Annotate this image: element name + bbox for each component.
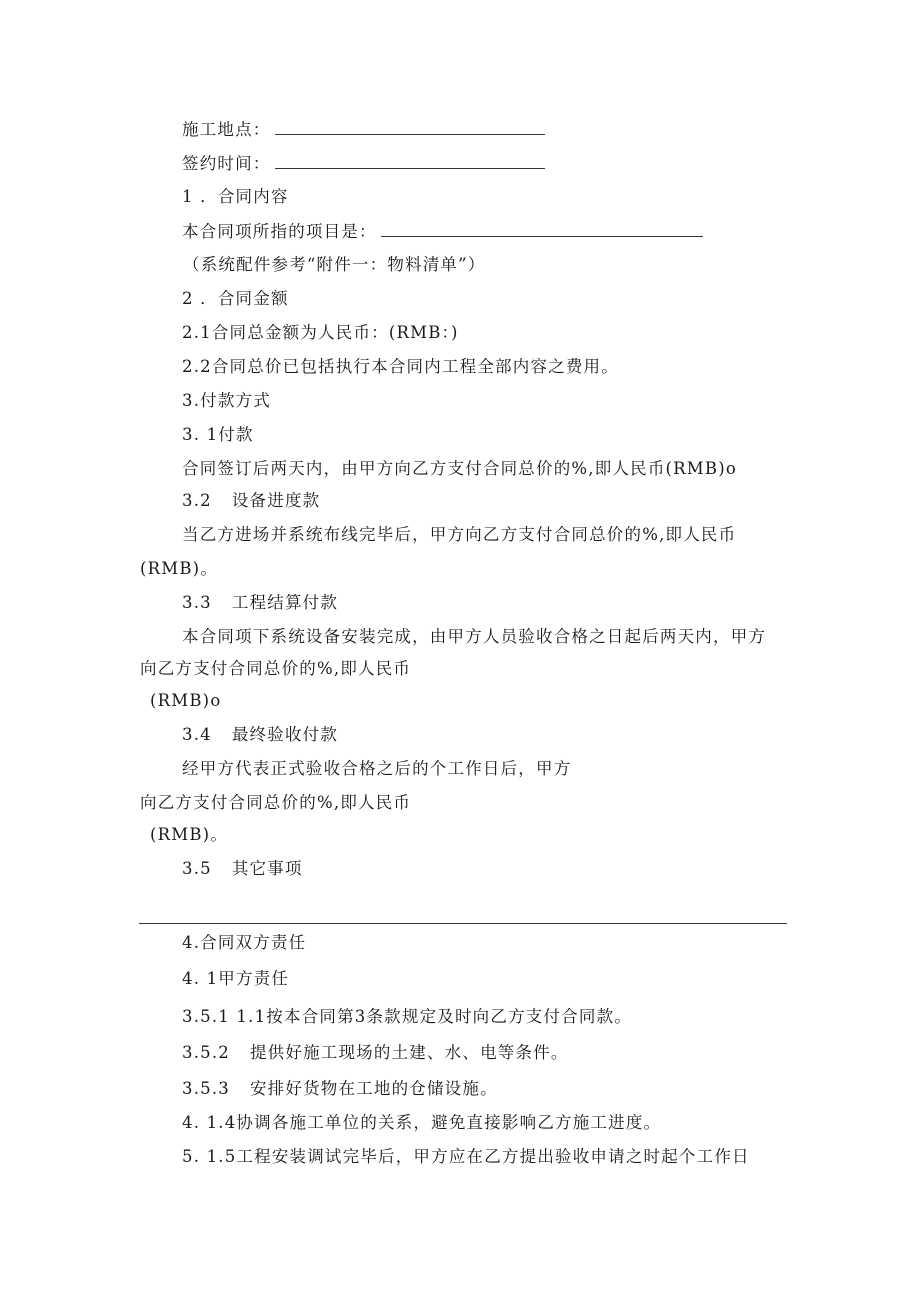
clause-title: 工程结算付款 — [231, 593, 339, 612]
clause-number: 3.5 — [182, 859, 212, 878]
clause-number: 3.3 — [182, 593, 212, 612]
section-2-title: 2 ．合同金额 — [182, 289, 289, 308]
clause-3-1-heading: 3. 1付款 — [182, 425, 254, 444]
clause-text: 安排好货物在工地的仓储设施。 — [249, 1079, 498, 1098]
clause-3-2-body-cont: (RMB)。 — [140, 559, 219, 578]
clause-3-5-3 — [182, 1078, 498, 1100]
section-divider — [139, 923, 787, 924]
clause-number: 3.5.2 — [182, 1043, 230, 1062]
site-blank — [275, 118, 545, 135]
sign-time-blank — [275, 152, 545, 169]
section-1-title: 1 ．合同内容 — [182, 187, 289, 206]
clause-3-1-body: 合同签订后两天内，由甲方向乙方支付合同总价的%,即人民币(RMB)o — [182, 459, 737, 478]
clause-3-3-body-end: (RMB)o — [150, 691, 222, 710]
clause-3-4-body-cont: 向乙方支付合同总价的%,即人民币 — [140, 793, 412, 812]
clause-4-1-4: 4. 1.4协调各施工单位的关系，避免直接影响乙方施工进度。 — [182, 1113, 662, 1132]
clause-number: 3.2 — [182, 491, 212, 510]
section-3-title: 3.付款方式 — [182, 391, 271, 410]
clause-number: 3.4 — [182, 725, 212, 744]
clause-title: 其它事项 — [231, 859, 303, 878]
clause-5-1-5: 5. 1.5工程安装调试完毕后，甲方应在乙方提出验收申请之时起个工作日 — [182, 1147, 750, 1166]
clause-number: 3.5.3 — [182, 1079, 230, 1098]
section-4-title: 4.合同双方责任 — [182, 933, 307, 952]
clause-3-5-1: 3.5.1 1.1按本合同第3条款规定及时向乙方支付合同款。 — [182, 1007, 632, 1026]
clause-4-1-heading: 4. 1甲方责任 — [182, 969, 290, 988]
clause-2-1: 2.1合同总金额为人民币：(RMB：) — [182, 323, 459, 342]
clause-3-3-body-cont: 向乙方支付合同总价的%,即人民币 — [140, 659, 412, 678]
sign-time-field — [182, 152, 545, 175]
clause-3-5-heading — [182, 858, 303, 880]
clause-title: 设备进度款 — [231, 491, 321, 510]
clause-3-2-heading — [182, 490, 320, 512]
section-1-body — [182, 220, 703, 243]
project-label: 本合同项所指的项目是： — [182, 222, 377, 241]
clause-3-4-body-end: (RMB)。 — [150, 825, 229, 844]
project-blank — [381, 220, 703, 237]
clause-3-2-body: 当乙方进场并系统布线完毕后，甲方向乙方支付合同总价的%,即人民币 — [182, 525, 737, 544]
clause-2-2: 2.2合同总价已包括执行本合同内工程全部内容之费用。 — [182, 357, 619, 376]
clause-text: 提供好施工现场的土建、水、电等条件。 — [249, 1043, 569, 1062]
clause-3-5-2 — [182, 1042, 569, 1064]
section-1-note: （系统配件参考“附件一：物料清单”） — [183, 255, 486, 274]
clause-3-4-heading — [182, 724, 338, 746]
clause-3-4-body: 经甲方代表正式验收合格之后的个工作日后，甲方 — [182, 759, 572, 778]
site-label: 施工地点： — [182, 120, 271, 139]
clause-title: 最终验收付款 — [231, 725, 339, 744]
clause-3-3-body: 本合同项下系统设备安装完成，由甲方人员验收合格之日起后两天内，甲方 — [182, 627, 767, 646]
clause-3-3-heading — [182, 592, 338, 614]
sign-time-label: 签约时间： — [182, 154, 271, 173]
site-field — [182, 118, 545, 141]
